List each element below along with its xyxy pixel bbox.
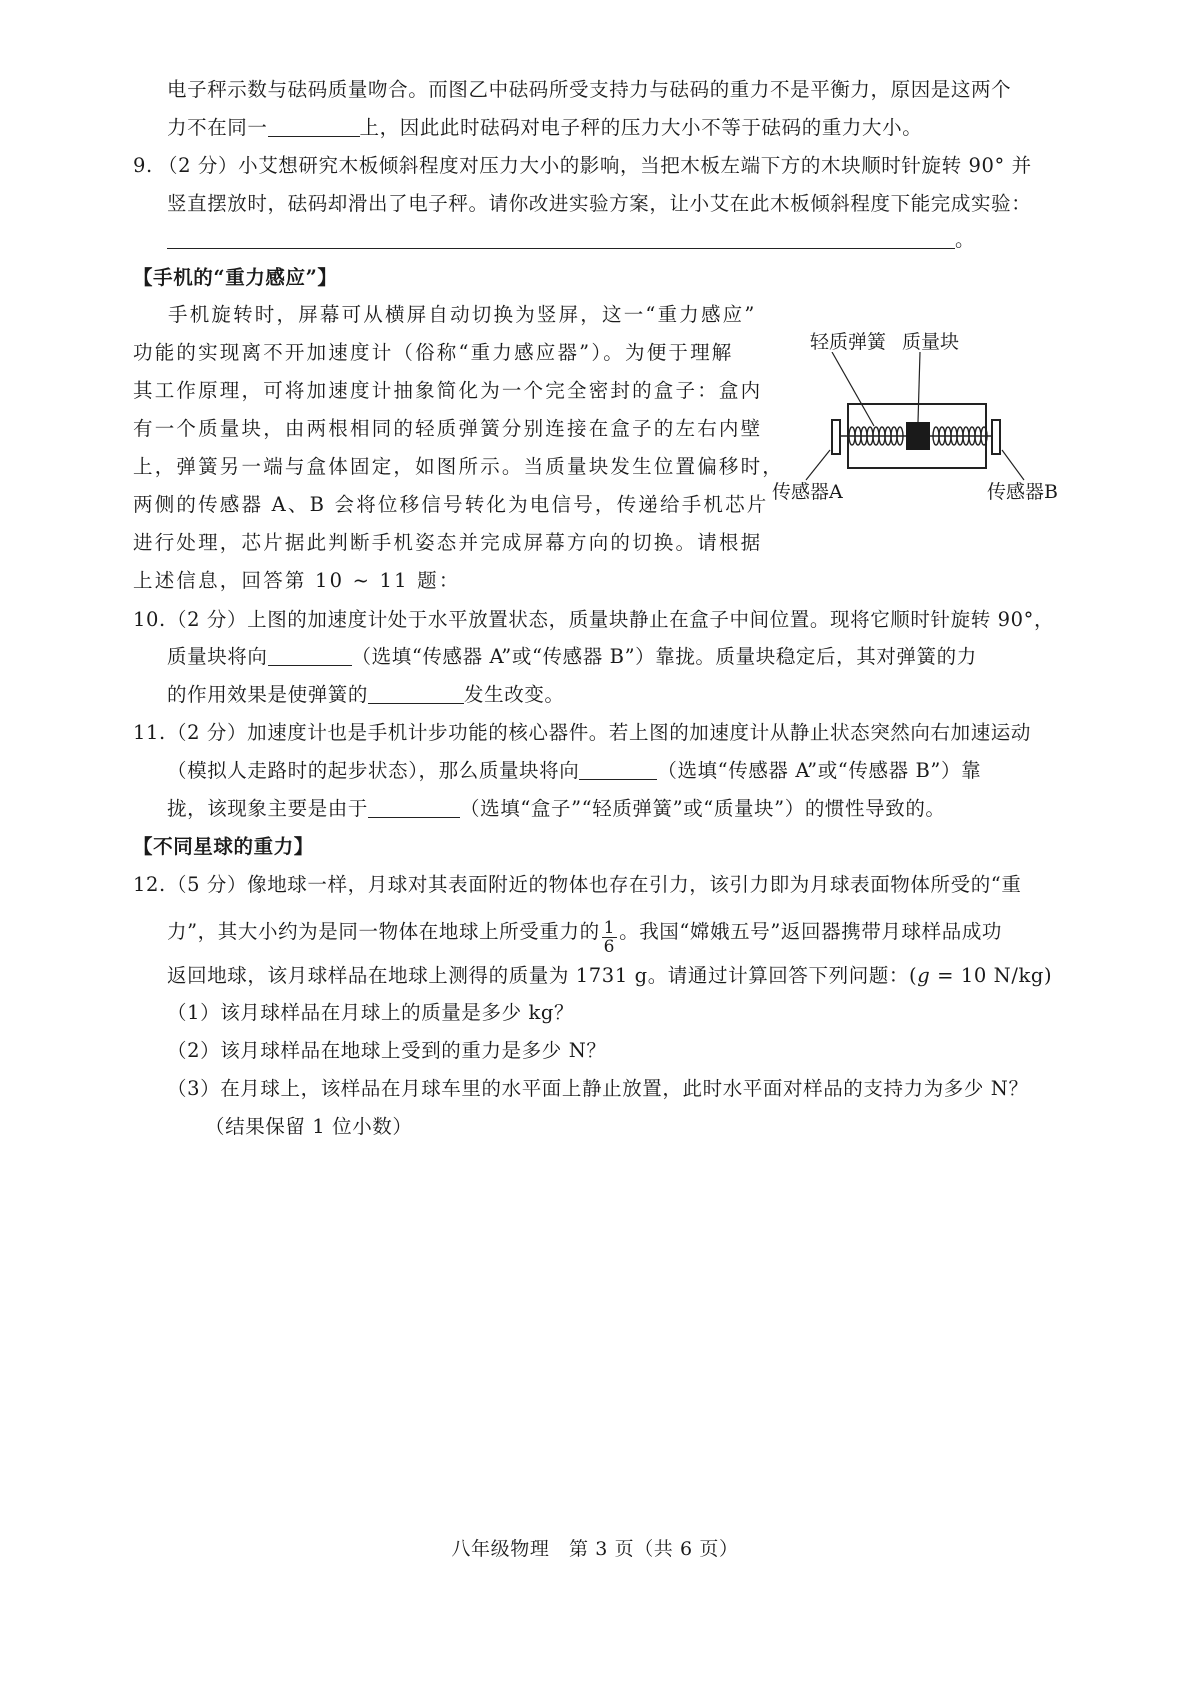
phone-para-line: 功能的实现离不开加速度计（俗称“重力感应器”）。为便于理解 bbox=[133, 341, 734, 364]
phone-para-line: 上述信息，回答第 10 ~ 11 题： bbox=[133, 569, 461, 592]
answer-blank[interactable] bbox=[268, 645, 352, 666]
label-sensor-a: 传感器A bbox=[772, 481, 843, 503]
q12-sub3-note: （结果保留 1 位小数） bbox=[205, 1115, 413, 1138]
q11-line3: 拢，该现象主要是由于 （选填“盒子”“轻质弹簧”或“质量块”）的惯性导致的。 bbox=[167, 797, 946, 820]
q10-line2: 质量块将向 （选填“传感器 A”或“传感器 B”）靠拢。质量块稳定后，其对弹簧的力 bbox=[167, 645, 977, 668]
q12-sub1: （1）该月球样品在月球上的质量是多少 kg？ bbox=[167, 1001, 575, 1024]
phone-para-line: 有一个质量块，由两根相同的轻质弹簧分别连接在盒子的左右内壁 bbox=[133, 417, 763, 440]
q10-line3: 的作用效果是使弹簧的 发生改变。 bbox=[167, 683, 565, 706]
section-heading-planet: 【不同星球的重力】 bbox=[133, 835, 314, 858]
phone-para-line: 进行处理，芯片据此判断手机姿态并完成屏幕方向的切换。请根据 bbox=[133, 531, 763, 554]
q9-line2: 竖直摆放时，砝码却滑出了电子秤。请你改进实验方案，让小艾在此木板倾斜程度下能完成实验： bbox=[167, 192, 1032, 215]
phone-para-line: 其工作原理，可将加速度计抽象简化为一个完全密封的盒子：盒内 bbox=[133, 379, 763, 402]
answer-blank[interactable] bbox=[268, 116, 360, 137]
q9-number: 9. bbox=[133, 154, 153, 177]
q11-line2: （模拟人走路时的起步状态），那么质量块将向 （选填“传感器 A”或“传感器 B”）靠 bbox=[167, 759, 982, 782]
sensor-a-plate bbox=[832, 420, 840, 454]
q12-line3: 返回地球，该月球样品在地球上测得的质量为 1731 g。请通过计算回答下列问题：(g = 10 N/kg) bbox=[167, 964, 1053, 987]
q9-line1: （2 分）小艾想研究木板倾斜程度对压力大小的影响，当把木板左端下方的木块顺时针旋转 90° 并 bbox=[158, 154, 1032, 177]
mass-block bbox=[906, 422, 930, 450]
answer-blank[interactable] bbox=[167, 228, 955, 249]
answer-blank[interactable] bbox=[368, 683, 464, 704]
q10-line1: （2 分）上图的加速度计处于水平放置状态，质量块静止在盒子中间位置。现将它顺时针旋转 90°， bbox=[167, 608, 1055, 631]
phone-para-line: 手机旋转时，屏幕可从横屏自动切换为竖屏，这一“重力感应” bbox=[168, 303, 757, 326]
q10-number: 10. bbox=[133, 608, 166, 631]
accelerometer-diagram bbox=[770, 352, 1030, 482]
q12-number: 12. bbox=[133, 873, 166, 896]
q9-answer-line: 。 bbox=[167, 226, 975, 254]
label-sensor-b: 传感器B bbox=[987, 481, 1058, 503]
phone-para-line: 两侧的传感器 A、B 会将位移信号转化为电信号，传递给手机芯片 bbox=[133, 493, 769, 516]
label-light-spring: 轻质弹簧 bbox=[810, 331, 887, 353]
answer-blank[interactable] bbox=[368, 797, 460, 818]
phone-para-line: 上，弹簧另一端与盒体固定，如图所示。当质量块发生位置偏移时， bbox=[133, 455, 785, 478]
q12-line2: 力”，其大小约为是同一物体在地球上所受重力的 $\frac{1}{6}$ 。我国“嫦娥五号”返回器携带月球样品成功 bbox=[167, 918, 1003, 957]
q8-line1: 电子秤示数与砝码质量吻合。而图乙中砝码所受支持力与砝码的重力不是平衡力，原因是这两个 bbox=[167, 78, 1012, 101]
fraction-one-sixth: $\frac{1}{6}$ bbox=[603, 918, 616, 957]
answer-blank[interactable] bbox=[579, 759, 657, 780]
sensor-b-plate bbox=[992, 420, 1000, 454]
q11-number: 11. bbox=[133, 721, 166, 744]
page-footer: 八年级物理 第 3 页（共 6 页） bbox=[451, 1538, 739, 1560]
q11-line1: （2 分）加速度计也是手机计步功能的核心器件。若上图的加速度计从静止状态突然向右加速运动 bbox=[167, 721, 1032, 744]
section-heading-phone: 【手机的“重力感应”】 bbox=[133, 266, 338, 289]
label-mass-block: 质量块 bbox=[902, 331, 960, 353]
q12-sub3: （3）在月球上，该样品在月球车里的水平面上静止放置，此时水平面对样品的支持力为多少 N？ bbox=[167, 1077, 1029, 1100]
q8-line2: 力不在同一 上，因此此时砝码对电子秤的压力大小不等于砝码的重力大小。 bbox=[167, 116, 923, 139]
q12-line1: （5 分）像地球一样，月球对其表面附近的物体也存在引力，该引力即为月球表面物体所受的“重 bbox=[167, 873, 1022, 896]
q12-sub2: （2）该月球样品在地球上受到的重力是多少 N？ bbox=[167, 1039, 607, 1062]
